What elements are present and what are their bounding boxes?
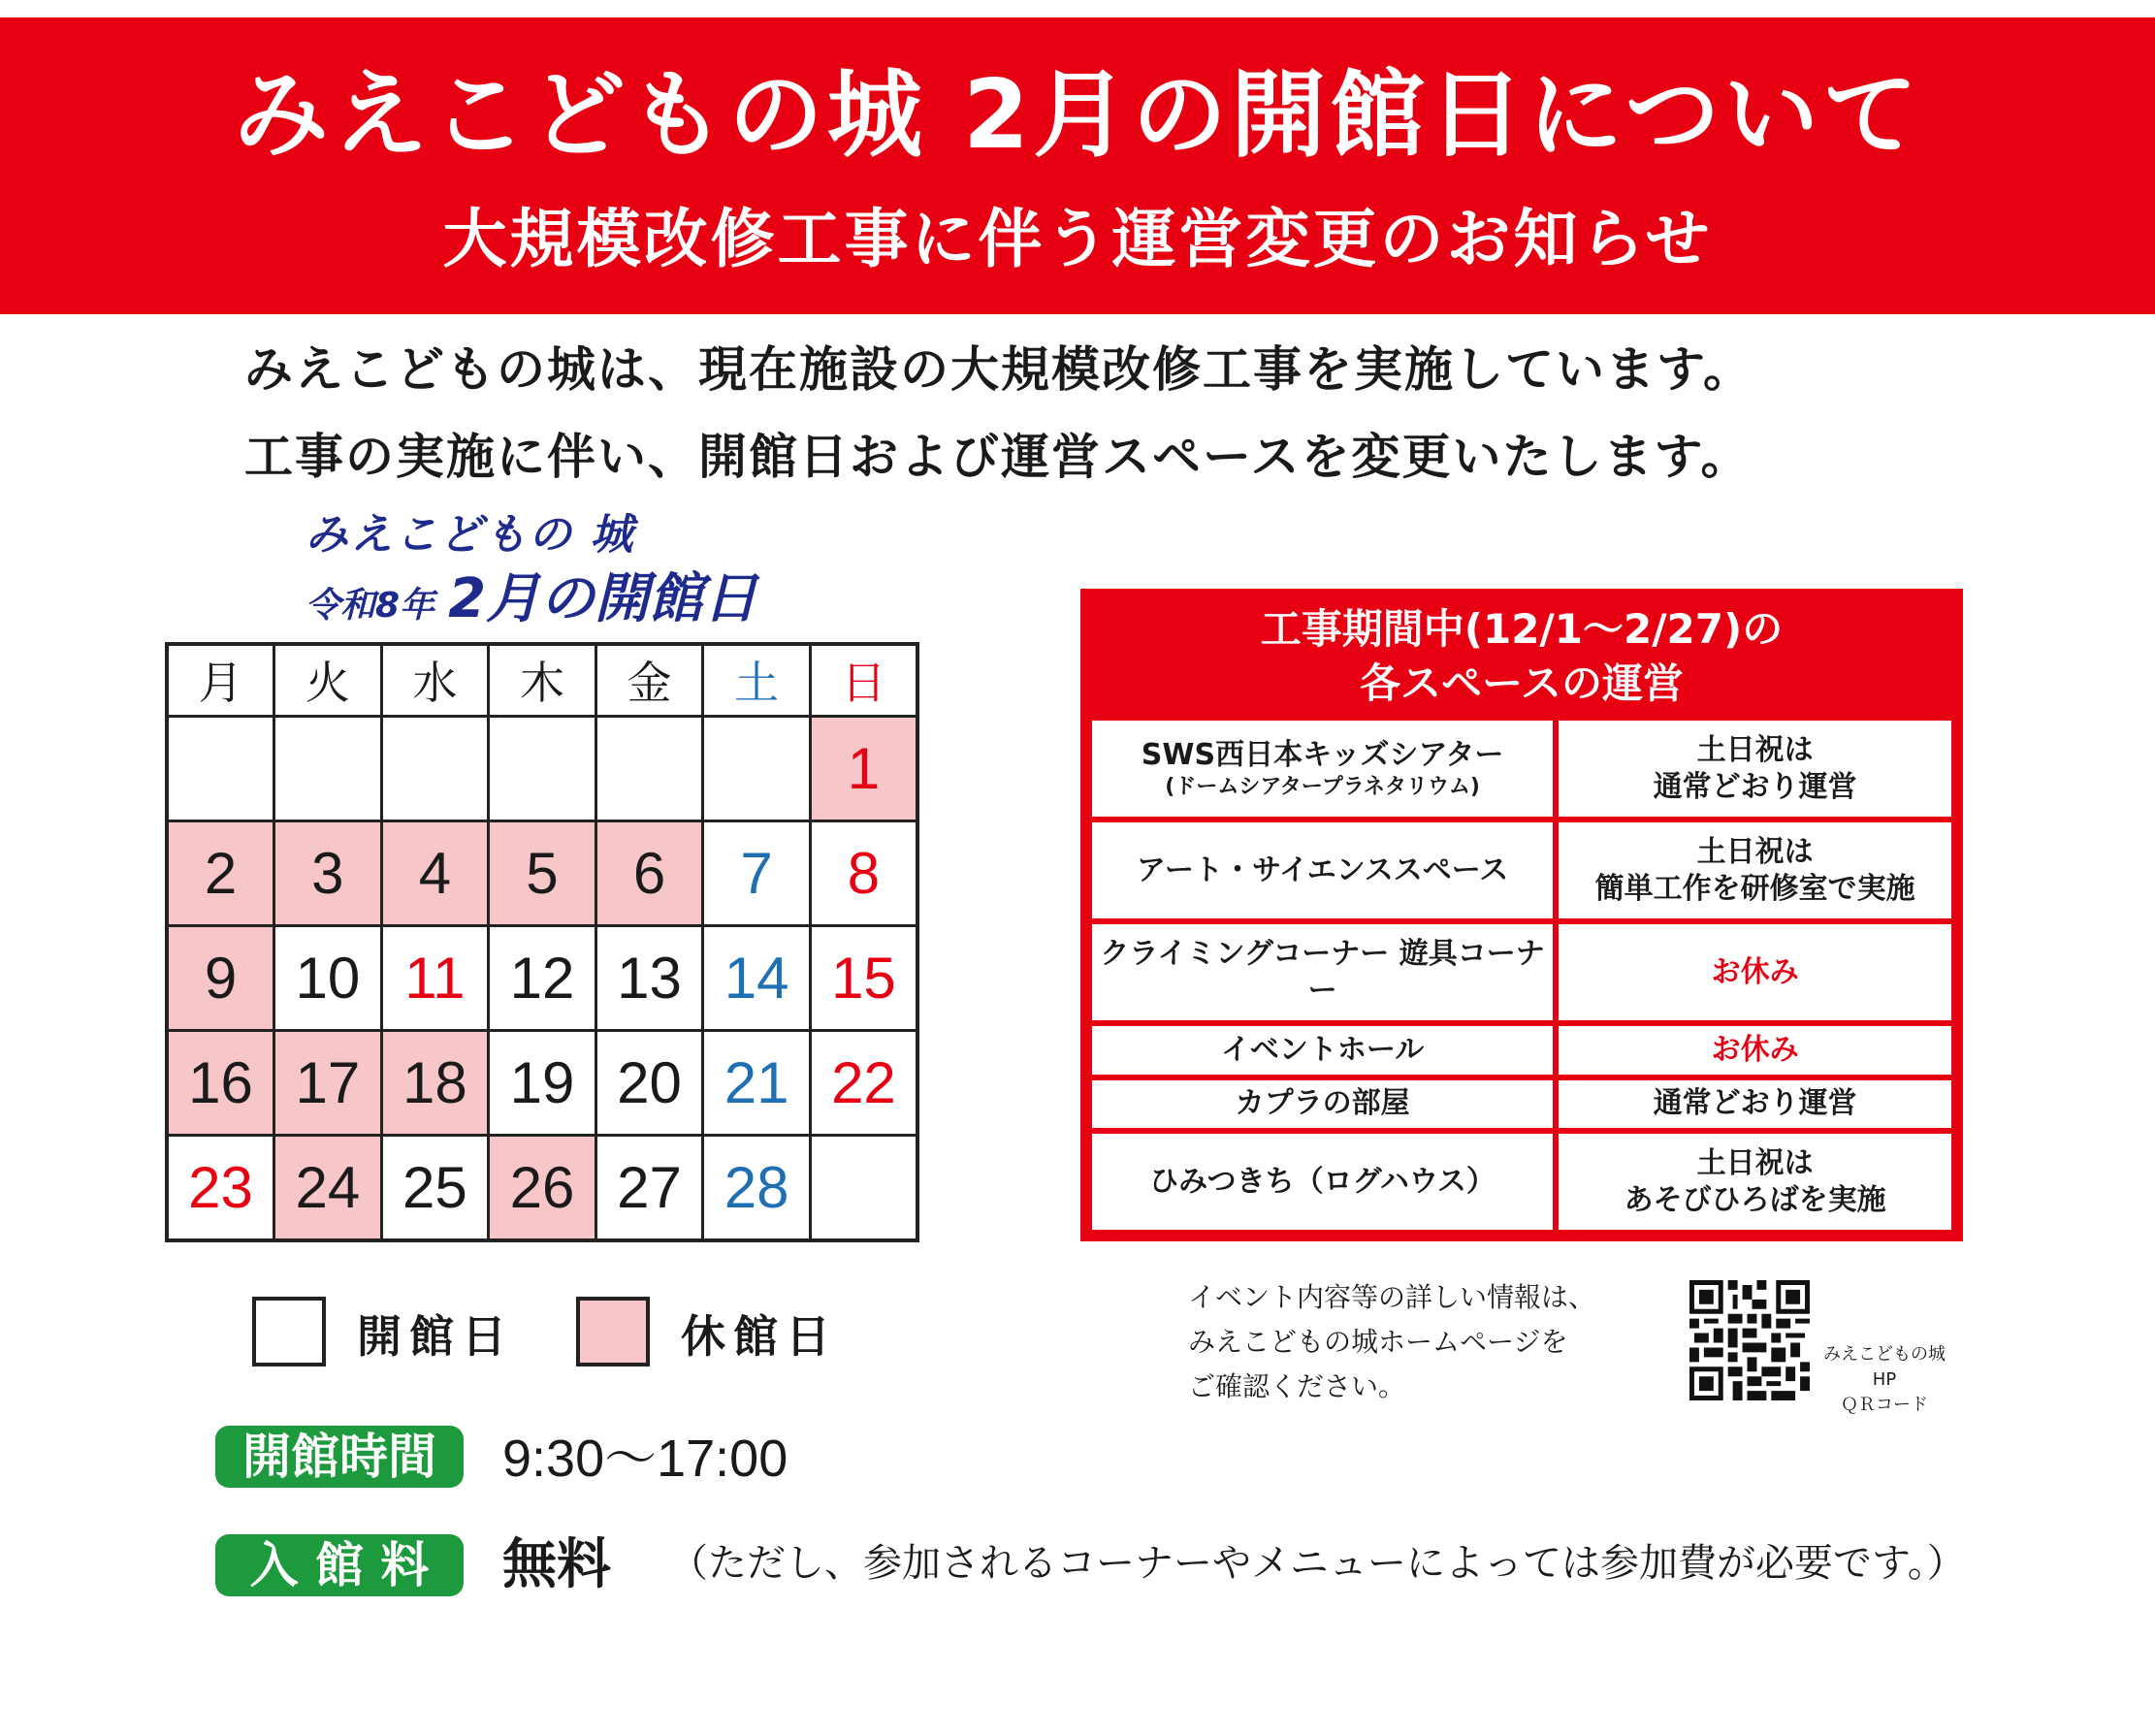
calendar-day-14: 14 — [703, 925, 811, 1030]
calendar-title-2 — [306, 567, 758, 630]
calendar-week-row — [167, 1031, 917, 1136]
calendar-title-1: みえこどもの 城 — [306, 510, 635, 560]
space-name: イベントホール — [1220, 1032, 1425, 1067]
calendar-day-13: 13 — [595, 925, 703, 1030]
calendar-day-1: 1 — [810, 716, 917, 820]
calendar-day-11: 11 — [381, 925, 489, 1030]
operations-heading — [1080, 602, 1963, 711]
weekday-wed: 水 — [381, 644, 489, 716]
legend-open-swatch — [252, 1297, 326, 1366]
intro-line-2: 工事の実施に伴い、開館日および運営スペースを変更いたします。 — [244, 429, 1752, 485]
calendar-day-5: 5 — [489, 820, 596, 925]
space-status-cell — [1559, 822, 1951, 918]
space-name-cell — [1092, 1080, 1553, 1129]
space-status-cell — [1559, 721, 1951, 817]
operations-title-line-1: 工事期間中(12/1〜2/27)の — [1260, 605, 1784, 653]
calendar-day-12: 12 — [489, 925, 596, 1030]
space-status-line-2: 通常どおり運営 — [1653, 769, 1857, 804]
calendar-day-6: 6 — [595, 820, 703, 925]
info-note-line-3: ご確認ください。 — [1188, 1370, 1406, 1402]
calendar-body — [167, 716, 917, 1240]
page-subtitle: 大規模改修工事に伴う運営変更のお知らせ — [442, 202, 1713, 276]
operations-table — [1086, 715, 1957, 1236]
calendar-day-23: 23 — [167, 1136, 274, 1240]
info-note — [1188, 1275, 1595, 1409]
calendar-day-3: 3 — [274, 820, 382, 925]
operations-row — [1092, 1026, 1951, 1075]
calendar-empty-cell — [595, 716, 703, 820]
calendar-day-10: 10 — [274, 925, 382, 1030]
calendar-day-28: 28 — [703, 1136, 811, 1240]
intro-line-1: みえこどもの城は、現在施設の大規模改修工事を実施しています。 — [244, 341, 1753, 398]
space-name: ひみつきち（ログハウス） — [1149, 1164, 1496, 1199]
legend-closed-swatch — [576, 1297, 650, 1366]
calendar-day-18: 18 — [381, 1031, 489, 1136]
calendar-day-17: 17 — [274, 1031, 382, 1136]
calendar-empty-cell — [489, 716, 596, 820]
space-name-cell — [1092, 1134, 1553, 1230]
space-status-line-2: 簡単工作を研修室で実施 — [1594, 871, 1915, 906]
space-name-cell — [1092, 721, 1553, 817]
calendar-week-row — [167, 820, 917, 925]
calendar-day-26: 26 — [489, 1136, 596, 1240]
hours-value: 9:30〜17:00 — [502, 1430, 788, 1488]
calendar-month-title: 2月の開館日 — [448, 567, 758, 630]
space-name-cell — [1092, 1026, 1553, 1075]
weekday-thu: 木 — [489, 644, 596, 716]
calendar-day-9: 9 — [167, 925, 274, 1030]
info-note-line-1: イベント内容等の詳しい情報は、 — [1188, 1281, 1596, 1313]
weekday-mon: 月 — [167, 644, 274, 716]
weekday-header-row — [167, 644, 917, 716]
space-status-cell — [1559, 924, 1951, 1020]
calendar-day-8: 8 — [810, 820, 917, 925]
calendar-empty-cell — [167, 716, 274, 820]
weekday-sat: 土 — [703, 644, 811, 716]
calendar-table — [165, 642, 919, 1242]
calendar-empty-cell — [810, 1136, 917, 1240]
calendar-day-27: 27 — [595, 1136, 703, 1240]
operations-row — [1092, 924, 1951, 1020]
space-status-line-1: 土日祝は — [1696, 1145, 1814, 1180]
space-status-line-1: お休み — [1711, 1032, 1799, 1067]
calendar-empty-cell — [381, 716, 489, 820]
weekday-fri: 金 — [595, 644, 703, 716]
space-name-cell — [1092, 924, 1553, 1020]
operations-row — [1092, 721, 1951, 817]
qr-label-line-1: みえこどもの城HP — [1823, 1344, 1946, 1390]
calendar-year: 令和8年 — [306, 586, 435, 626]
page-title: みえこどもの城 2月の開館日について — [233, 60, 1922, 171]
fee-value: 無料 — [502, 1533, 611, 1596]
weekday-tue: 火 — [274, 644, 382, 716]
operations-title-line-2: 各スペースの運営 — [1360, 659, 1684, 707]
legend-open-label: 開館日 — [357, 1310, 514, 1363]
space-status-line-2: あそびひろばを実施 — [1624, 1182, 1886, 1217]
operations-row — [1092, 1134, 1951, 1230]
space-name: カプラの部屋 — [1235, 1086, 1410, 1121]
calendar-day-21: 21 — [703, 1031, 811, 1136]
space-name: SWS西日本キッズシアター — [1141, 737, 1504, 772]
calendar-day-24: 24 — [274, 1136, 382, 1240]
calendar-day-20: 20 — [595, 1031, 703, 1136]
calendar-week-row — [167, 1136, 917, 1240]
qr-label-line-2: ＱＲコード — [1841, 1395, 1928, 1415]
space-name: アート・サイエンススペース — [1136, 852, 1509, 887]
calendar-day-25: 25 — [381, 1136, 489, 1240]
calendar-day-16: 16 — [167, 1031, 274, 1136]
space-status-line-1: 通常どおり運営 — [1653, 1086, 1857, 1121]
calendar-day-7: 7 — [703, 820, 811, 925]
operations-row — [1092, 1080, 1951, 1129]
space-status-cell — [1559, 1026, 1951, 1075]
operations-panel — [1080, 589, 1963, 1241]
fee-note: （ただし、参加されるコーナーやメニューによっては参加費が必要です。） — [669, 1541, 1966, 1586]
qr-label — [1812, 1342, 1957, 1418]
space-status-line-1: お休み — [1711, 954, 1799, 989]
calendar-day-19: 19 — [489, 1031, 596, 1136]
space-name-cell — [1092, 822, 1553, 918]
operations-row — [1092, 822, 1951, 918]
calendar-day-4: 4 — [381, 820, 489, 925]
calendar-day-2: 2 — [167, 820, 274, 925]
calendar-week-row — [167, 716, 917, 820]
weekday-sun: 日 — [810, 644, 917, 716]
calendar-week-row — [167, 925, 917, 1030]
info-note-line-2: みえこどもの城ホームページを — [1188, 1326, 1568, 1358]
operations-body — [1092, 721, 1951, 1230]
header-banner — [0, 17, 2155, 314]
space-status-cell — [1559, 1134, 1951, 1230]
legend-closed-label: 休館日 — [681, 1310, 838, 1363]
qr-code-icon[interactable] — [1689, 1280, 1810, 1400]
space-name-sub: (ドームシアタープラネタリウム) — [1165, 774, 1480, 799]
space-status-cell — [1559, 1080, 1951, 1129]
hours-badge: 開館時間 — [215, 1426, 464, 1488]
space-name: クライミングコーナー 遊具コーナー — [1100, 936, 1545, 1008]
space-status-line-1: 土日祝は — [1696, 834, 1814, 869]
calendar-empty-cell — [274, 716, 382, 820]
fee-badge: 入 館 料 — [215, 1534, 464, 1596]
calendar-day-15: 15 — [810, 925, 917, 1030]
calendar-day-22: 22 — [810, 1031, 917, 1136]
space-status-line-1: 土日祝は — [1696, 732, 1814, 767]
calendar-empty-cell — [703, 716, 811, 820]
